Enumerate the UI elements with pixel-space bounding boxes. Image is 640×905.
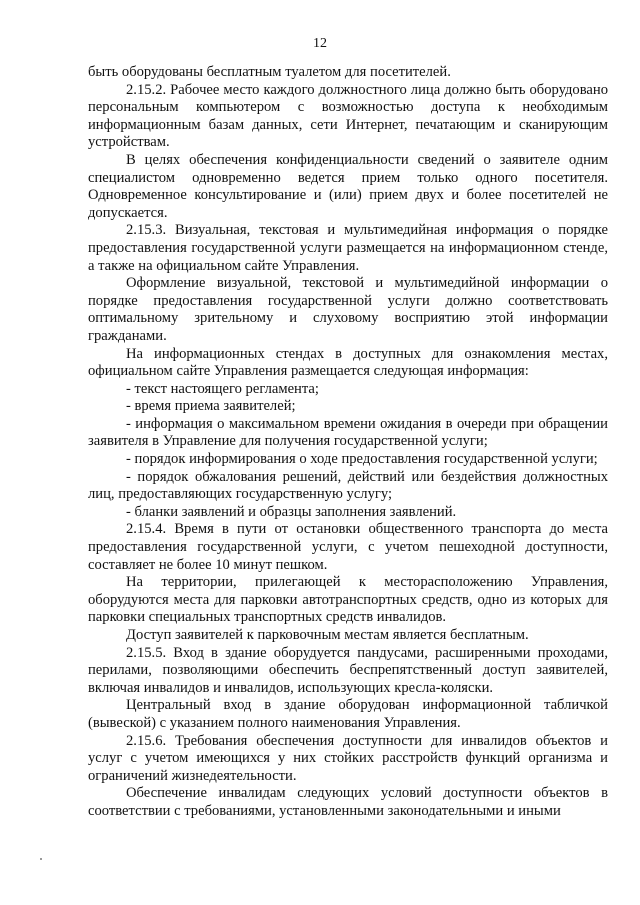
list-item: - бланки заявлений и образцы заполнения заявлений. (126, 503, 457, 520)
paragraph: быть оборудованы бесплатным туалетом для посетителей. (88, 64, 451, 80)
paragraph: 2.15.2. Рабочее место каждого должностного лица должно быть оборудовано персональным компьютером с возможностью доступа к необходимым информационным базам данных, сети Интернет, печатающим и сканирующим устройствам. (88, 81, 608, 151)
paragraph: 2.15.6. Требования обеспечения доступности для инвалидов объектов и услуг с учетом имеющихся у них стойких расстройств функций организма и ограничений жизнедеятельности. (88, 732, 608, 784)
document-text-body (88, 64, 608, 821)
paragraph: В целях обеспечения конфиденциальности сведений о заявителе одним специалистом одновременно ведется прием только одного посетителя. Одновременное консультирование и (или) прием двух и более посетителей не допускается. (88, 151, 608, 221)
paragraph: Обеспечение инвалидам следующих условий доступности объектов в соответствии с требованиями, установленными законодательными и иными (88, 785, 608, 819)
list-item: - порядок обжалования решений, действий или бездействия должностных лиц, предоставляющих государственную услугу; (88, 468, 608, 503)
paragraph: На информационных стендах в доступных для ознакомления местах, официальном сайте Управления размещается следующая информация: (88, 345, 608, 380)
paragraph: Центральный вход в здание оборудован информационной табличкой (вывеской) с указанием полного наименования Управления. (88, 697, 608, 731)
page-number: 12 (313, 36, 327, 51)
scan-speck (40, 858, 42, 860)
list-item: - время приема заявителей; (126, 398, 296, 415)
paragraph: 2.15.3. Визуальная, текстовая и мультимедийная информация о порядке предоставления государственной услуги размещается на информационном стенде, а также на официальном сайте Управления. (88, 222, 608, 274)
paragraph: Доступ заявителей к парковочным местам является бесплатным. (126, 627, 529, 643)
list-item: - порядок информирования о ходе предоставления государственной услуги; (126, 451, 598, 468)
list-item: - текст настоящего регламента; (126, 380, 319, 397)
paragraph: 2.15.5. Вход в здание оборудуется пандусами, расширенными проходами, перилами, позволяющими обеспечить беспрепятственный доступ заявителей, включая инвалидов и инвалидов, использующих кресла-коляски. (88, 644, 608, 696)
paragraph: Оформление визуальной, текстовой и мультимедийной информации о порядке предоставления государственной услуги должно соответствовать оптимальному зрительному и слуховому восприятию этой информации гражданами. (88, 275, 608, 344)
paragraph: На территории, прилегающей к месторасположению Управления, оборудуются места для парковки автотранспортных средств, одно из которых для парковки специальных транспортных средств инвалидов. (88, 574, 608, 626)
list-item: - информация о максимальном времени ожидания в очереди при обращении заявителя в Управление для получения государственной услуги; (88, 415, 608, 450)
paragraph: 2.15.4. Время в пути от остановки общественного транспорта до места предоставления государственной услуги, с учетом пешеходной доступности, составляет не более 10 минут пешком. (88, 521, 608, 573)
